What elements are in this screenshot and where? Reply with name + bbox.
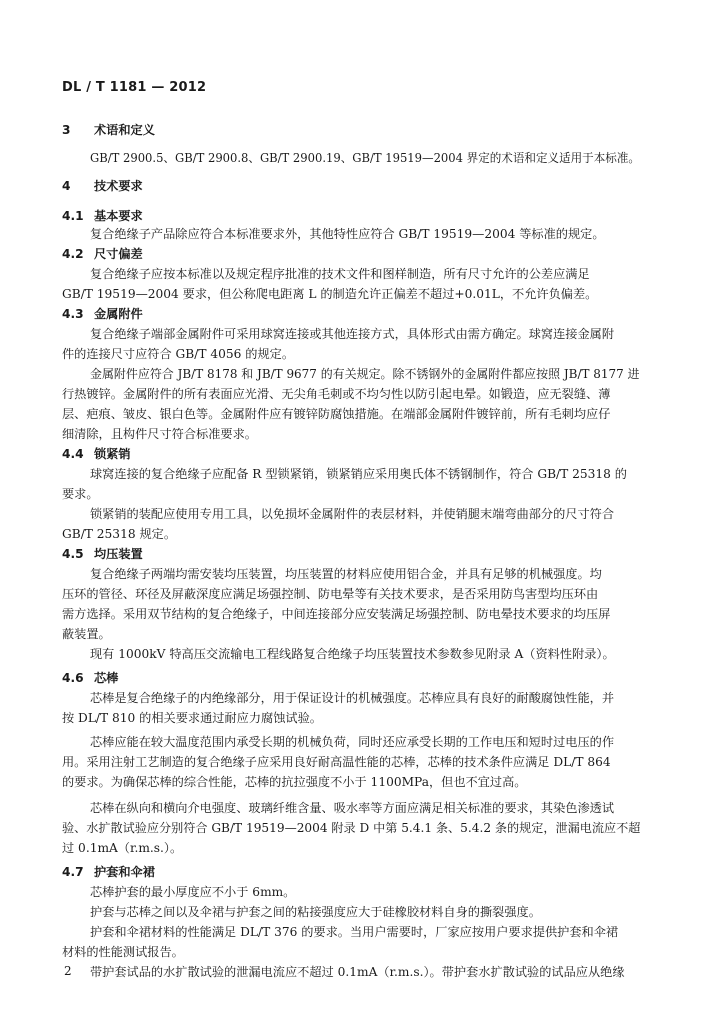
section-title: 基本要求 xyxy=(94,209,143,223)
paragraph-continuation: 需方选择。采用双节结构的复合绝缘子，中间连接部分应安装满足场强控制、防电晕技术要求的均压屏 xyxy=(62,607,611,621)
paragraph-continuation: 压环的管径、环径及屏蔽深度应满足场强控制、防电晕等有关技术要求，是否采用防鸟害型均压环由 xyxy=(62,587,599,601)
section-number: 4.7 xyxy=(62,865,84,879)
section-number: 4.1 xyxy=(62,209,84,223)
paragraph-continuation: GB/T 25318 规定。 xyxy=(62,527,177,541)
section-title: 金属附件 xyxy=(94,307,143,321)
paragraph-line: GB/T 2900.5、GB/T 2900.8、GB/T 2900.19、GB/T 19519—2004 界定的术语和定义适用于本标准。 xyxy=(90,151,640,165)
paragraph-line: 护套和伞裙材料的性能满足 DL/T 376 的要求。当用户需要时，厂家应按用户要求提供护套和伞裙 xyxy=(90,925,619,939)
paragraph-continuation: 用。采用注射工艺制造的复合绝缘子应采用良好耐高温性能的芯棒，芯棒的技术条件应满足 DL/T 864 xyxy=(62,755,611,769)
section-title: 尺寸偏差 xyxy=(94,247,143,261)
paragraph-line: 现有 1000kV 特高压交流输电工程线路复合绝缘子均压装置技术参数参见附录 A（资料性附录）。 xyxy=(90,647,615,661)
paragraph-continuation: 要求。 xyxy=(62,487,99,501)
paragraph-continuation: 细清除，且构件尺寸符合标准要求。 xyxy=(62,427,257,441)
section-title: 技术要求 xyxy=(94,179,143,193)
section-number: 4.3 xyxy=(62,307,84,321)
document-header: DL / T 1181 — 2012 xyxy=(62,80,207,95)
paragraph-line: 球窝连接的复合绝缘子应配备 R 型锁紧销，锁紧销应采用奥氏体不锈钢制作，符合 GB/T 25318 的 xyxy=(90,467,627,481)
paragraph-continuation: 验、水扩散试验应分别符合 GB/T 19519—2004 附录 D 中第 5.4.1 条、5.4.2 条的规定，泄漏电流应不超 xyxy=(62,821,641,835)
section-number: 4.2 xyxy=(62,247,84,261)
paragraph-continuation: 件的连接尺寸应符合 GB/T 4056 的规定。 xyxy=(62,347,295,361)
paragraph-line: 芯棒应能在较大温度范围内承受长期的机械负荷，同时还应承受长期的工作电压和短时过电压的作 xyxy=(90,735,615,749)
section-title: 锁紧销 xyxy=(94,447,131,461)
paragraph-continuation: 蔽装置。 xyxy=(62,627,111,641)
paragraph-line: 复合绝缘子应按本标准以及规定程序批准的技术文件和图样制造，所有尺寸允许的公差应满足 xyxy=(90,267,590,281)
section-heading xyxy=(62,446,131,462)
section-number: 4.6 xyxy=(62,671,84,685)
paragraph-line: 芯棒在纵向和横向介电强度、玻璃纤维含量、吸水率等方面应满足相关标准的要求，其染色渗透试 xyxy=(90,801,615,815)
section-number: 4.5 xyxy=(62,547,84,561)
section-heading xyxy=(62,208,143,224)
paragraph-line: 复合绝缘子端部金属附件可采用球窝连接或其他连接方式，具体形式由需方确定。球窝连接金属附 xyxy=(90,327,615,341)
section-heading xyxy=(62,246,143,262)
section-title: 术语和定义 xyxy=(94,123,155,137)
paragraph-continuation: 行热镀锌。金属附件的所有表面应光滑、无尖角毛刺或不均匀性以防引起电晕。如锻造，应无裂缝、薄 xyxy=(62,387,611,401)
paragraph-continuation: 过 0.1mA（r.m.s.）。 xyxy=(62,841,183,855)
paragraph-line: 带护套试品的水扩散试验的泄漏电流应不超过 0.1mA（r.m.s.）。带护套水扩散试验的试品应从绝缘 xyxy=(90,965,625,979)
paragraph-line: 复合绝缘子两端均需安装均压装置，均压装置的材料应使用铝合金，并具有足够的机械强度。均 xyxy=(90,567,602,581)
paragraph-continuation: 按 DL/T 810 的相关要求通过耐应力腐蚀试验。 xyxy=(62,711,322,725)
section-heading xyxy=(62,864,155,880)
section-title: 芯棒 xyxy=(94,671,119,685)
paragraph-continuation: 的要求。为确保芯棒的综合性能，芯棒的抗拉强度不小于 1100MPa，但也不宜过高。 xyxy=(62,775,527,789)
paragraph-continuation: 材料的性能测试报告。 xyxy=(62,945,184,959)
paragraph-continuation: GB/T 19519—2004 要求，但公称爬电距离 L 的制造允许正偏差不超过+0.01L，不允许负偏差。 xyxy=(62,287,598,301)
section-number: 3 xyxy=(62,123,71,137)
section-title: 护套和伞裙 xyxy=(94,865,155,879)
paragraph-continuation: 层、疤痕、皱皮、银白色等。金属附件应有镀锌防腐蚀措施。在端部金属附件镀锌前，所有毛刺均应仔 xyxy=(62,407,611,421)
section-number: 4 xyxy=(62,179,71,193)
paragraph-line: 复合绝缘子产品除应符合本标准要求外，其他特性应符合 GB/T 19519—2004 等标准的规定。 xyxy=(90,227,605,241)
paragraph-line: 芯棒是复合绝缘子的内绝缘部分，用于保证设计的机械强度。芯棒应具有良好的耐酸腐蚀性能，并 xyxy=(90,691,615,705)
page-number: 2 xyxy=(64,964,72,978)
section-heading xyxy=(62,122,155,138)
paragraph-line: 锁紧销的装配应使用专用工具，以免损坏金属附件的表层材料，并使销腿末端弯曲部分的尺寸符合 xyxy=(90,507,615,521)
section-heading xyxy=(62,546,143,562)
section-heading xyxy=(62,670,118,686)
paragraph-line: 芯棒护套的最小厚度应不小于 6mm。 xyxy=(90,885,296,899)
paragraph-line: 护套与芯棒之间以及伞裙与护套之间的粘接强度应大于硅橡胶材料自身的撕裂强度。 xyxy=(90,905,541,919)
section-number: 4.4 xyxy=(62,447,84,461)
section-heading xyxy=(62,178,143,194)
paragraph-line: 金属附件应符合 JB/T 8178 和 JB/T 9677 的有关规定。除不锈钢外的金属附件都应按照 JB/T 8177 进 xyxy=(90,367,640,381)
section-title: 均压装置 xyxy=(94,547,143,561)
section-heading xyxy=(62,306,143,322)
